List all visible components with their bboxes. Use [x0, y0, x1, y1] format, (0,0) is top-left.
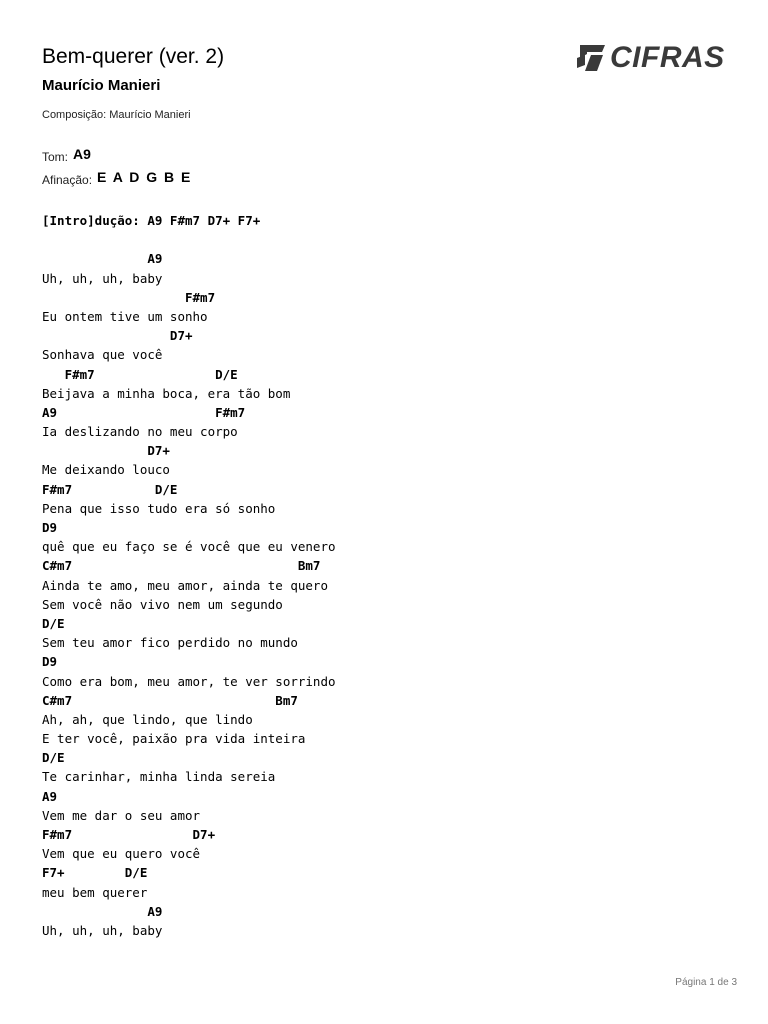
chord-line: A9 F#m7: [42, 404, 246, 420]
chord-line: F#m7: [42, 289, 216, 305]
lyric-line: Sonhava que você: [42, 347, 163, 363]
lyric-line: Sem teu amor fico perdido no mundo: [42, 635, 298, 651]
song-body: [42, 211, 336, 940]
lyric-line: meu bem querer: [42, 884, 148, 900]
lyric-line: Vem me dar o seu amor: [42, 807, 201, 823]
chord-line: D/E: [42, 750, 65, 766]
chord-line: D/E: [42, 615, 65, 631]
tom-value: A9: [73, 146, 91, 162]
cifras-logo-text: CIFRAS: [610, 41, 725, 74]
chord-line: F#m7 D7+: [42, 827, 216, 842]
chord-line: F#m7 D/E: [42, 366, 238, 382]
lyric-line: Te carinhar, minha linda sereia: [42, 769, 276, 785]
afinacao-value: E A D G B E: [97, 169, 192, 185]
afinacao-label: Afinação:: [42, 173, 93, 187]
tom-row: [42, 148, 91, 166]
chord-line: D7+: [42, 328, 193, 344]
chord-line: F7+ D/E: [42, 865, 148, 881]
chord-line: F#m7 D/E: [42, 481, 178, 497]
song-title: Bem-querer (ver. 2): [42, 45, 225, 68]
lyric-line: Sem você não vivo nem um segundo: [42, 596, 283, 612]
lyric-line: quê que eu faço se é você que eu venero: [42, 539, 336, 555]
lyric-line: Me deixando louco: [42, 462, 170, 478]
lyric-line: Como era bom, meu amor, te ver sorrindo: [42, 673, 336, 689]
chord-line: [Intro]dução: A9 F#m7 D7+ F7+: [42, 213, 261, 228]
composer-credit: Composição: Maurício Manieri: [42, 109, 191, 121]
lyric-line: Ia deslizando no meu corpo: [42, 424, 238, 440]
afinacao-row: [42, 171, 192, 189]
tom-label: Tom:: [42, 150, 69, 164]
chord-line: A9: [42, 251, 163, 267]
chord-line: D9: [42, 654, 58, 670]
chord-line: D7+: [42, 443, 170, 459]
chord-line: A9: [42, 903, 163, 919]
lyric-line: Uh, uh, uh, baby: [42, 922, 163, 938]
cifras-logo-icon: [576, 44, 606, 72]
lyric-line: E ter você, paixão pra vida inteira: [42, 731, 306, 747]
page-number: Página 1 de 3: [675, 977, 737, 988]
lyric-line: Ah, ah, que lindo, que lindo: [42, 711, 253, 727]
blank-line: [42, 230, 336, 249]
lyric-line: Ainda te amo, meu amor, ainda te quero: [42, 577, 328, 593]
lyric-line: Eu ontem tive um sonho: [42, 308, 208, 324]
chord-line: A9: [42, 788, 58, 804]
chord-line: C#m7 Bm7: [42, 692, 298, 708]
lyric-line: Vem que eu quero você: [42, 846, 201, 862]
chord-line: C#m7 Bm7: [42, 558, 321, 574]
lyric-line: Pena que isso tudo era só sonho: [42, 500, 276, 516]
cifras-logo: [576, 42, 725, 74]
artist-name: Maurício Manieri: [42, 77, 161, 94]
lyric-line: Beijava a minha boca, era tão bom: [42, 385, 291, 401]
chord-line: D9: [42, 520, 58, 535]
lyric-line: Uh, uh, uh, baby: [42, 270, 163, 286]
